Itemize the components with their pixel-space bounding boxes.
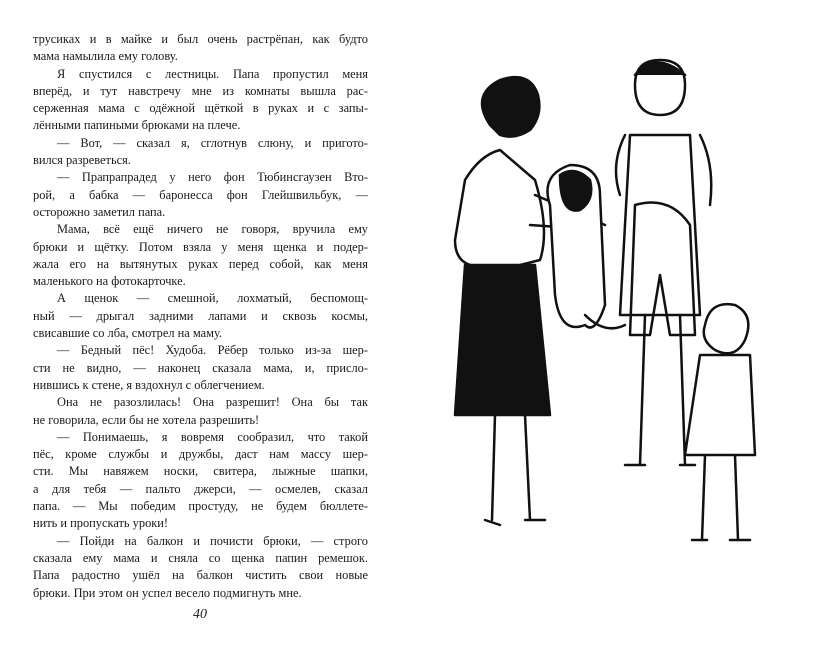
text-line: а для тебя — пальто джерси, — осмелев, сказал: [33, 481, 368, 496]
text-line: маленького на фотокарточке.: [33, 274, 186, 289]
text-line: — Прапрапрадед у него фон Тюбинсгаузен Вто-: [57, 170, 368, 185]
text-line: сти. Мы навяжем носки, свитера, лыжные шапки,: [33, 464, 368, 479]
text-line: Я спустился с лестницы. Папа пропустил меня: [57, 66, 368, 81]
text-line: рой, а бабка — баронесса фон Глейшвильбук, —: [33, 187, 368, 202]
page-number: 40: [193, 607, 207, 622]
text-line: свисавшие со лба, смотрел на маму.: [33, 326, 223, 341]
text-line: брюки. При этом он успел весело подмигнуть мне.: [33, 585, 302, 600]
text-line: лёнными папиными брюками на плече.: [33, 118, 241, 133]
text-line: Папа радостно ушёл на балкон чистить свои новые: [33, 568, 368, 583]
text-line: вился разреветься.: [33, 153, 131, 168]
text-line: сти не видно, — наконец сказала мама, и, присло-: [33, 360, 368, 375]
father-figure: [616, 60, 711, 465]
text-line: Мама, всё ещё ничего не говоря, вручила ему: [57, 222, 368, 237]
text-line: жала его на вытянутых руках перед собой, как меня: [33, 256, 368, 271]
illustration-family-with-puppy: [430, 55, 770, 565]
text-line: папа. — Мы победим простуду, не будем бюллете-: [33, 499, 368, 514]
text-line: — Понимаешь, я вовремя сообразил, что такой: [57, 429, 368, 444]
text-line: нившись к стене, я вздохнул с облегчением.: [33, 377, 265, 392]
text-line: — Вот, — сказал я, сглотнув слюну, и пригото-: [57, 135, 368, 150]
text-line: осторожно заметил папа.: [33, 204, 166, 219]
text-line: — Пойди на балкон и почисти брюки, — строго: [57, 533, 368, 548]
text-line: нить и пропускать уроки!: [33, 516, 169, 531]
text-line: сказала ему мама и сняла со щенка папин ремешок.: [33, 550, 368, 565]
text-line: — Бедный пёс! Худоба. Рёбер только из-за шер-: [57, 343, 368, 358]
text-line: серженная мама с одёжной щёткой в руках и с запы-: [33, 101, 368, 116]
text-line: ный — дрыгал задними лапами и сквозь космы,: [33, 308, 368, 323]
text-line: вперёд, и тут навстречу мне из комнаты вышла рас-: [33, 83, 368, 98]
text-line: не говорила, если бы не хотела разрешить!: [33, 412, 260, 427]
text-line: брюки и щётку. Потом взяла у меня щенка и подер-: [33, 239, 368, 254]
text-line: А щенок — смешной, лохматый, беспомощ-: [57, 291, 368, 306]
body-text: [33, 31, 368, 602]
text-line: Она не разозлилась! Она разрешит! Она бы так: [57, 395, 368, 410]
puppy-figure: [548, 165, 626, 328]
text-line: пёс, кроме службы и дружбы, даст нам массу шер-: [33, 447, 368, 462]
text-line: мама намылила ему голову.: [33, 49, 178, 64]
child-figure: [685, 304, 755, 540]
text-line: трусиках и в майке и был очень растрёпан, как будто: [33, 32, 368, 46]
